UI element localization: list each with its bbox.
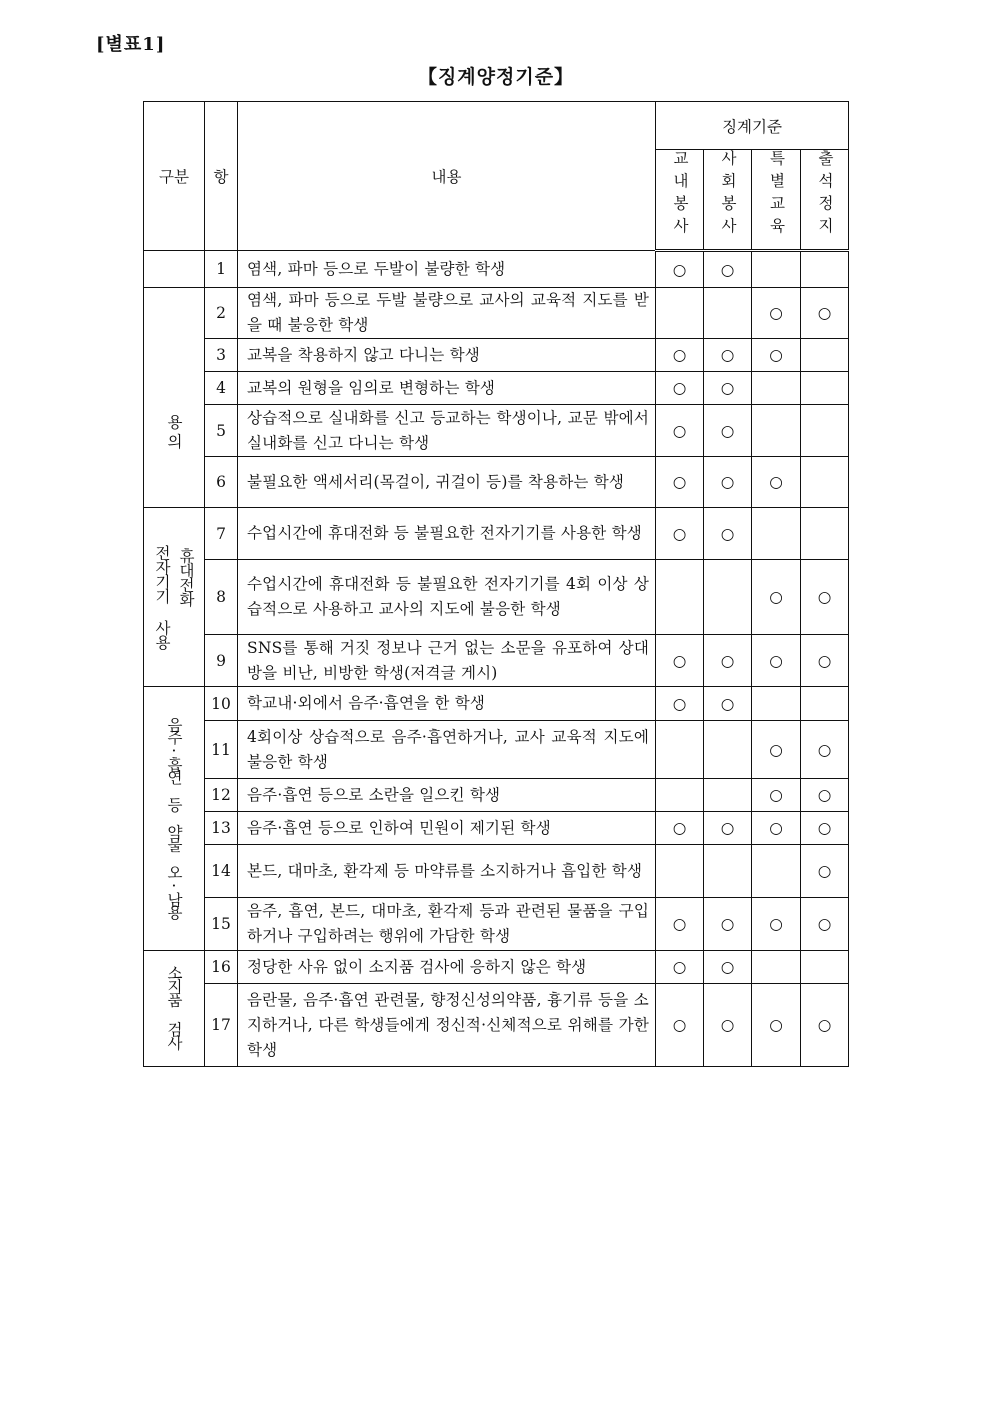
mark-community-service [704, 721, 752, 779]
page-title: 【징계양정기준】 [417, 66, 575, 88]
table-row [144, 339, 849, 372]
row-content: 4회이상 상습적으로 음주·흡연하거나, 교사 교육적 지도에 불응한 학생 [238, 721, 656, 779]
mark-community-service: ○ [704, 984, 752, 1067]
row-number: 2 [205, 288, 238, 339]
category-device-main: 전자기기 사용 [153, 545, 171, 649]
row-number: 3 [205, 339, 238, 372]
table-row [144, 372, 849, 405]
row-content: 수업시간에 휴대전화 등 불필요한 전자기기를 4회 이상 상습적으로 사용하고 교사의 지도에 불응한 학생 [238, 560, 656, 635]
mark-community-service: ○ [704, 405, 752, 457]
mark-suspension: ○ [801, 560, 849, 635]
mark-suspension [801, 687, 849, 721]
mark-suspension: ○ [801, 288, 849, 339]
row-content: 학교내·외에서 음주·흡연을 한 학생 [238, 687, 656, 721]
mark-suspension [801, 405, 849, 457]
category-device [144, 508, 205, 687]
header-school-service [656, 150, 704, 251]
mark-school-service [656, 560, 704, 635]
mark-special-education: ○ [752, 457, 801, 508]
mark-school-service: ○ [656, 372, 704, 405]
discipline-criteria-table [143, 101, 849, 1067]
row-number: 10 [205, 687, 238, 721]
mark-special-education: ○ [752, 812, 801, 845]
table-row [144, 560, 849, 635]
mark-suspension [801, 508, 849, 560]
mark-school-service: ○ [656, 951, 704, 984]
row-number: 5 [205, 405, 238, 457]
mark-community-service: ○ [704, 635, 752, 687]
row-content: 음주, 흡연, 본드, 대마초, 환각제 등과 관련된 물품을 구입하거나 구입하려는 행위에 가담한 학생 [238, 898, 656, 951]
annex-label: [별표1] [96, 34, 166, 55]
mark-special-education: ○ [752, 635, 801, 687]
table-row [144, 812, 849, 845]
row-number: 1 [205, 251, 238, 288]
mark-school-service [656, 721, 704, 779]
category-device-sub: 휴대전화 [177, 548, 195, 606]
row-content: 정당한 사유 없이 소지품 검사에 응하지 않은 학생 [238, 951, 656, 984]
mark-school-service: ○ [656, 898, 704, 951]
mark-community-service: ○ [704, 812, 752, 845]
mark-special-education [752, 372, 801, 405]
mark-school-service: ○ [656, 405, 704, 457]
mark-suspension [801, 951, 849, 984]
mark-community-service [704, 845, 752, 898]
mark-school-service [656, 845, 704, 898]
mark-suspension: ○ [801, 812, 849, 845]
header-school-service-label: 교내봉사 [671, 150, 689, 240]
mark-special-education [752, 845, 801, 898]
mark-community-service: ○ [704, 898, 752, 951]
row-number: 12 [205, 779, 238, 812]
row-content: 상습적으로 실내화를 신고 등교하는 학생이나, 교문 밖에서 실내화를 신고 다니는 학생 [238, 405, 656, 457]
row-number: 16 [205, 951, 238, 984]
row-content: 본드, 대마초, 환각제 등 마약류를 소지하거나 흡입한 학생 [238, 845, 656, 898]
mark-special-education: ○ [752, 779, 801, 812]
table-row [144, 457, 849, 508]
mark-special-education [752, 251, 801, 288]
row-content: 음란물, 음주·흡연 관련물, 향정신성의약품, 흉기류 등을 소지하거나, 다른 학생들에게 정신적·신체적으로 위해를 가한 학생 [238, 984, 656, 1067]
mark-special-education: ○ [752, 288, 801, 339]
table-row [144, 405, 849, 457]
mark-community-service [704, 779, 752, 812]
mark-special-education: ○ [752, 339, 801, 372]
mark-special-education [752, 687, 801, 721]
mark-suspension [801, 339, 849, 372]
mark-special-education: ○ [752, 721, 801, 779]
mark-suspension [801, 251, 849, 288]
mark-school-service: ○ [656, 812, 704, 845]
table-row [144, 721, 849, 779]
mark-suspension [801, 372, 849, 405]
category-inspection-label: 소지품 검사 [165, 964, 183, 1049]
row-content: 교복을 착용하지 않고 다니는 학생 [238, 339, 656, 372]
row-content: 염색, 파마 등으로 두발 불량으로 교사의 교육적 지도를 받을 때 불응한 학생 [238, 288, 656, 339]
category-empty [144, 251, 205, 288]
table-row [144, 508, 849, 560]
table-row [144, 845, 849, 898]
row-number: 11 [205, 721, 238, 779]
header-special-education [752, 150, 801, 251]
mark-suspension: ○ [801, 635, 849, 687]
mark-special-education: ○ [752, 560, 801, 635]
mark-school-service: ○ [656, 687, 704, 721]
mark-community-service: ○ [704, 339, 752, 372]
mark-school-service: ○ [656, 984, 704, 1067]
mark-school-service: ○ [656, 339, 704, 372]
table-row [144, 984, 849, 1067]
row-content: 불필요한 액세서리(목걸이, 귀걸이 등)를 착용하는 학생 [238, 457, 656, 508]
mark-school-service: ○ [656, 508, 704, 560]
category-substance [144, 687, 205, 951]
row-content: 염색, 파마 등으로 두발이 불량한 학생 [238, 251, 656, 288]
mark-suspension: ○ [801, 721, 849, 779]
row-content: 음주·흡연 등으로 인하여 민원이 제기된 학생 [238, 812, 656, 845]
mark-community-service [704, 560, 752, 635]
mark-special-education: ○ [752, 898, 801, 951]
mark-suspension: ○ [801, 779, 849, 812]
mark-special-education [752, 508, 801, 560]
mark-community-service [704, 288, 752, 339]
mark-community-service: ○ [704, 372, 752, 405]
mark-community-service: ○ [704, 508, 752, 560]
mark-school-service [656, 288, 704, 339]
mark-community-service: ○ [704, 951, 752, 984]
row-number: 17 [205, 984, 238, 1067]
mark-school-service [656, 779, 704, 812]
mark-community-service: ○ [704, 687, 752, 721]
category-appearance [144, 288, 205, 508]
table-row [144, 687, 849, 721]
mark-school-service: ○ [656, 251, 704, 288]
mark-special-education: ○ [752, 984, 801, 1067]
header-suspension-label: 출석정지 [816, 150, 835, 240]
row-content: SNS를 통해 거짓 정보나 근거 없는 소문을 유포하여 상대방을 비난, 비방한 학생(저격글 게시) [238, 635, 656, 687]
category-substance-label: 음주·흡연 등 약물 오·남용 [165, 716, 183, 917]
row-number: 8 [205, 560, 238, 635]
row-content: 교복의 원형을 임의로 변형하는 학생 [238, 372, 656, 405]
mark-suspension: ○ [801, 984, 849, 1067]
header-suspension [801, 150, 849, 251]
header-special-education-label: 특별교육 [767, 150, 786, 240]
row-content: 음주·흡연 등으로 소란을 일으킨 학생 [238, 779, 656, 812]
header-content: 내용 [238, 102, 656, 251]
mark-school-service: ○ [656, 635, 704, 687]
mark-suspension: ○ [801, 898, 849, 951]
row-number: 7 [205, 508, 238, 560]
table-row [144, 251, 849, 288]
header-community-service [704, 150, 752, 251]
table-row [144, 635, 849, 687]
table-row [144, 779, 849, 812]
row-number: 14 [205, 845, 238, 898]
header-criteria: 징계기준 [656, 102, 849, 150]
mark-community-service: ○ [704, 251, 752, 288]
header-category: 구분 [144, 102, 205, 251]
row-number: 6 [205, 457, 238, 508]
header-item: 항 [205, 102, 238, 251]
table-row [144, 288, 849, 339]
table-row [144, 951, 849, 984]
mark-special-education [752, 405, 801, 457]
row-number: 9 [205, 635, 238, 687]
mark-school-service: ○ [656, 457, 704, 508]
mark-suspension [801, 457, 849, 508]
table-row [144, 898, 849, 951]
mark-community-service: ○ [704, 457, 752, 508]
row-number: 4 [205, 372, 238, 405]
row-number: 15 [205, 898, 238, 951]
mark-special-education [752, 951, 801, 984]
mark-suspension: ○ [801, 845, 849, 898]
header-community-service-label: 사회봉사 [719, 150, 737, 240]
category-appearance-label: 용의 [165, 414, 183, 453]
row-content: 수업시간에 휴대전화 등 불필요한 전자기기를 사용한 학생 [238, 508, 656, 560]
category-inspection [144, 951, 205, 1067]
row-number: 13 [205, 812, 238, 845]
